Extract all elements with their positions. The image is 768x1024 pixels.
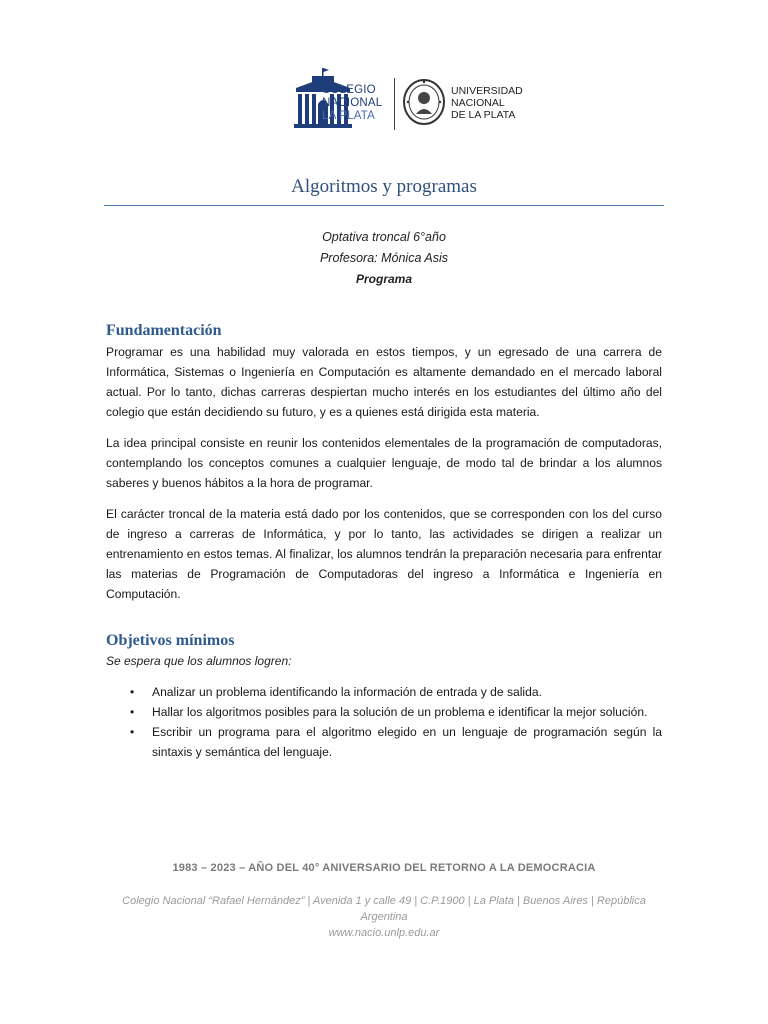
document-body (106, 320, 662, 762)
header-logos (258, 66, 523, 136)
subtitle-block (104, 227, 664, 290)
course-type: Optativa troncal 6°año (322, 230, 446, 244)
bullet-icon: • (130, 725, 135, 739)
website-link[interactable]: www.nacio.unlp.edu.ar (328, 927, 440, 939)
objetivos-list (106, 682, 662, 762)
logo-divider (394, 78, 395, 130)
colegio-wordmark (322, 84, 382, 123)
bullet-icon: • (130, 705, 135, 719)
objetivo-text-3: Escribir un programa para el algoritmo elegido en un lenguaje de programación según la sintaxis y semántica del lenguaje. (152, 725, 662, 759)
list-item (106, 682, 662, 702)
fundamentacion-paragraph-3: El carácter troncal de la materia está dado por los contenidos, que se corresponden con los del curso de ingreso a carreras de Informática, y por lo tanto, las actividades se dirigen a realizar un entrenamiento en estos temas. Al finalizar, los alumnos tendrán la preparación necesaria para enfrentar las materias de Programación de Computadoras del ingreso a Informática e Ingeniería en Computación. (106, 507, 662, 601)
objetivos-heading: Objetivos mínimos (106, 632, 235, 649)
footer-address (104, 893, 664, 941)
anniversary-banner: 1983 – 2023 – AÑO DEL 40° ANIVERSARIO DEL RETORNO A LA DEMOCRACIA (172, 862, 596, 874)
unlp-line3: DE LA PLATA (451, 109, 516, 121)
fundamentacion-paragraph-1: Programar es una habilidad muy valorada en estos tiempos, y un egresado de una carrera de Informática, Sistemas o Ingeniería en Computación es altamente demandado en el mercado laboral actual. Por lo tanto, dichas carreras despiertan mucho interés en los estudiantes del último año del colegio que están decidiendo su futuro, y es a quienes está dirigida esta materia. (106, 345, 662, 419)
cnlp-line2: NACIONAL (322, 97, 383, 109)
title-underline (104, 205, 664, 206)
list-item (106, 702, 662, 722)
objetivo-text-1: Analizar un problema identificando la información de entrada y de salida. (152, 685, 542, 699)
address-line-2: Argentina (360, 911, 408, 923)
objetivos-lead: Se espera que los alumnos logren: (106, 654, 292, 668)
bullet-icon: • (130, 685, 135, 699)
unlp-line1: UNIVERSIDAD (451, 85, 523, 97)
cnlp-line1: COLEGIO (322, 84, 376, 96)
fundamentacion-paragraph-2: La idea principal consiste en reunir los contenidos elementales de la programación de computadoras, contemplando los conceptos comunes a cualquier lenguaje, de modo tal de brindar a los alumnos saberes y buenos hábitos a la hora de programar. (106, 436, 662, 490)
document-title: Algoritmos y programas (291, 176, 477, 197)
professor: Profesora: Mónica Asis (319, 251, 449, 265)
cnlp-line3: LA PLATA (322, 110, 375, 122)
unlp-wordmark (451, 85, 523, 121)
unlp-line2: NACIONAL (451, 97, 505, 109)
list-item (106, 722, 662, 762)
address-line-1: Colegio Nacional “Rafael Hernández” | Avenida 1 y calle 49 | C.P.1900 | La Plata | Buenos Aires | República (122, 895, 646, 907)
objetivo-text-2: Hallar los algoritmos posibles para la solución de un problema e identificar la mejor solución. (152, 705, 648, 719)
program-label: Programa (355, 272, 413, 286)
unlp-seal-icon (402, 78, 446, 126)
fundamentacion-heading: Fundamentación (106, 322, 222, 339)
